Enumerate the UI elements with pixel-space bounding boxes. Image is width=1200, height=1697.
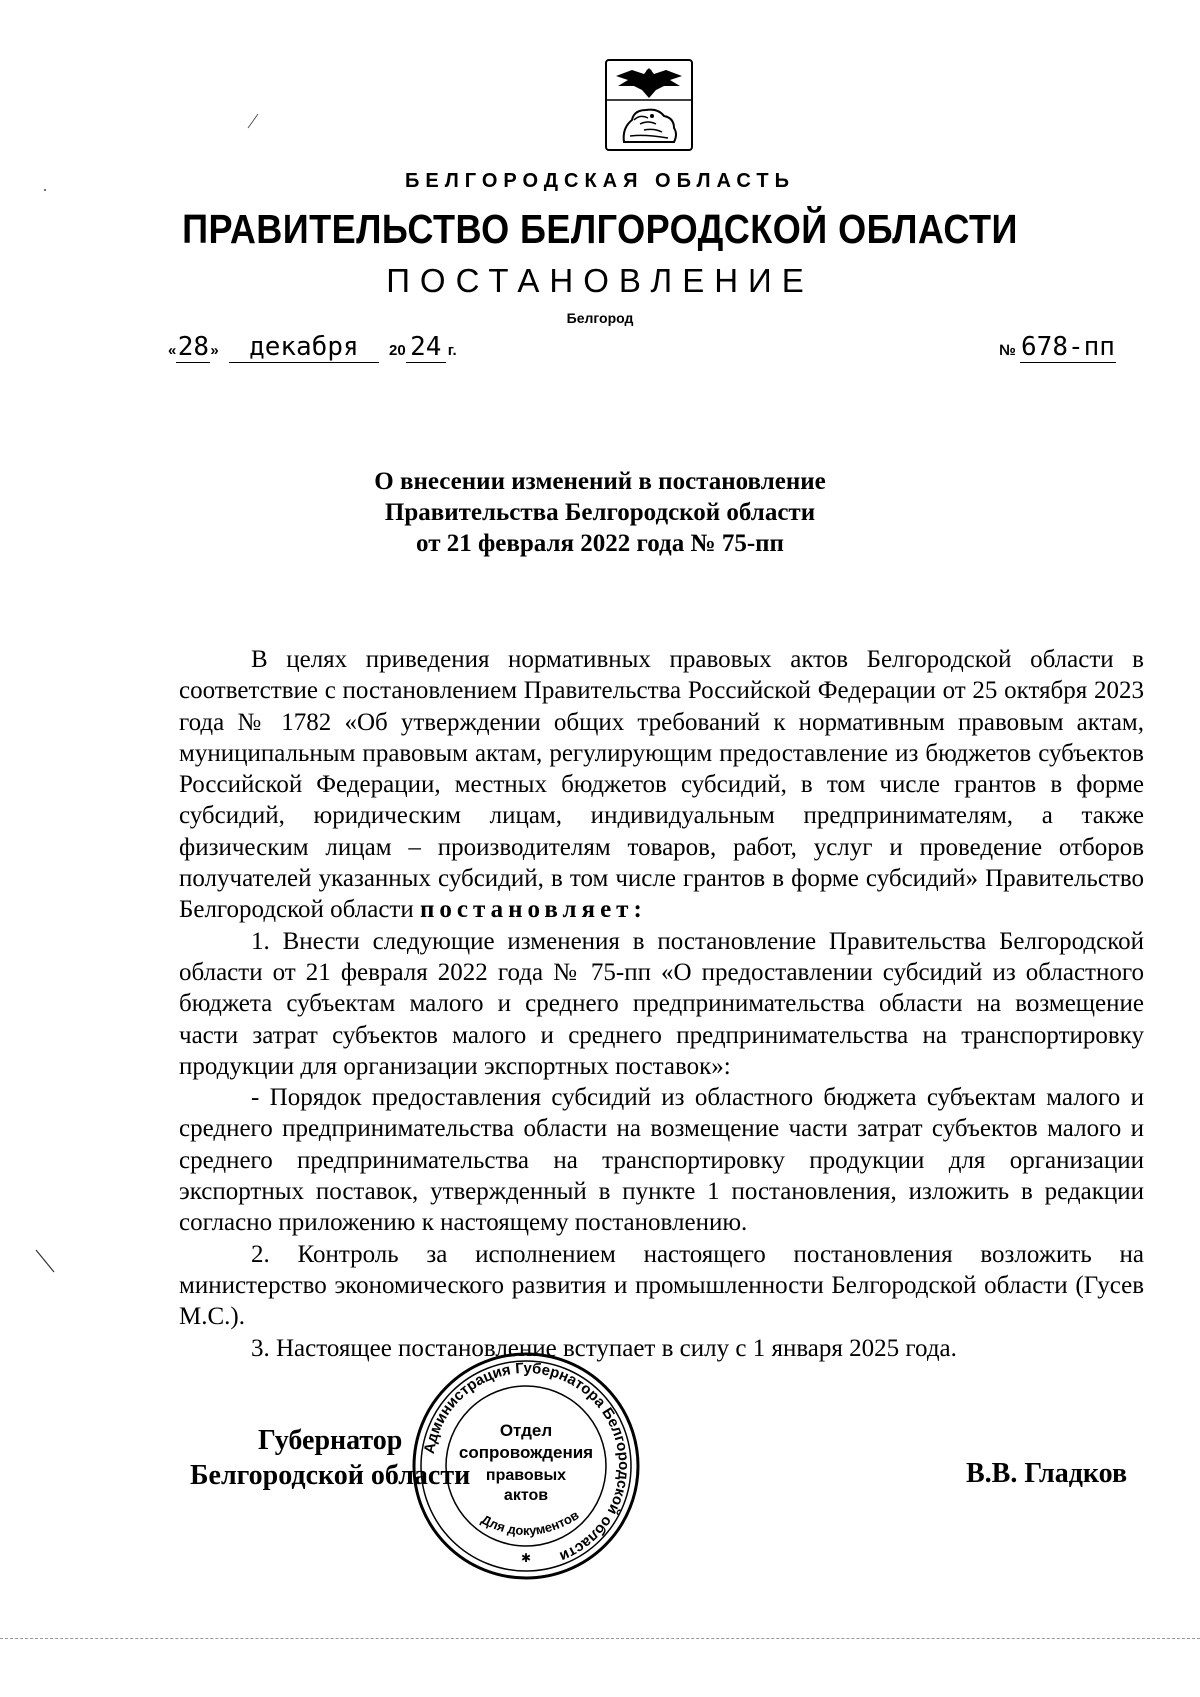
government-heading: ПРАВИТЕЛЬСТВО БЕЛГОРОДСКОЙ ОБЛАСТИ [182, 206, 1018, 252]
stamp-center-line-4: актов [503, 1487, 549, 1504]
stamp-center-line-2: сопровождения [458, 1443, 594, 1462]
svg-text:Для документов [479, 1507, 581, 1538]
stamp-bottom-text: Для документов [478, 1507, 582, 1539]
date-month: декабря [229, 332, 379, 363]
date-day: 28 [177, 332, 209, 362]
stamp-ring-text: Администрация Губернатора Белгородской области [420, 1359, 633, 1566]
title-line-3: от 21 февраля 2022 года № 75-пп [416, 530, 784, 557]
scan-mark-top [248, 114, 258, 128]
preamble-paragraph [179, 644, 1144, 926]
document-body [179, 644, 1144, 1364]
city-label: Белгород [566, 310, 634, 326]
decree-number [999, 332, 1116, 363]
open-quote: « [168, 342, 177, 359]
region-heading: БЕЛГОРОДСКАЯ ОБЛАСТЬ [405, 170, 795, 192]
title-line-1: О внесении изменений в постановление [374, 468, 826, 495]
official-stamp [410, 1350, 642, 1582]
decree-date [168, 332, 457, 363]
stamp-star-icon: ✱ [520, 1551, 532, 1565]
item-1: 1. Внести следующие изменения в постановление Правительства Белгородской области от 21 февраля 2022 года № 75-пп «О предоставлении субсидий из областного бюджета субъектам малого и среднего предпринимательства области на возмещение части затрат субъектов малого и среднего предпринимательства на транспортировку продукции для организации экспортных поставок»: [179, 927, 1144, 1080]
signer-name: В.В. Гладков [966, 1458, 1128, 1489]
signer-position-line-1: Губернатор [258, 1425, 403, 1456]
item-1-sub: - Порядок предоставления субсидий из областного бюджета субъектам малого и среднего предпринимательства области на возмещение части затрат субъектов малого и среднего предпринимательства на транспортировку продукции для организации экспортных поставок, утвержденный в пункте 1 постановления, изложить в редакции согласно приложению к настоящему постановлению. [179, 1084, 1144, 1237]
document-type-heading: ПОСТАНОВЛЕНИЕ [386, 262, 814, 299]
close-quote: » [210, 342, 219, 359]
date-year-mark: г. [447, 342, 457, 359]
number-label: № [999, 342, 1016, 359]
coat-of-arms-emblem [604, 58, 694, 153]
item-2: 2. Контроль за исполнением настоящего постановления возложить на министерство экономического развития и промышленности Белгородской области (Гусев М.С.). [179, 1240, 1144, 1331]
title-line-2: Правительства Белгородской области [384, 499, 816, 526]
scan-edge-line [0, 1638, 1200, 1639]
document-title [0, 466, 1200, 559]
number-value: 678-пп [1021, 332, 1115, 362]
stamp-center-line-3: правовых [485, 1467, 567, 1484]
stamp-center-line-1: Отдел [499, 1421, 553, 1440]
signer-position-line-2: Белгородской области [190, 1460, 471, 1491]
date-year-suffix: 24 [406, 332, 446, 363]
preamble-text: В целях приведения нормативных правовых актов Белгородской области в соответствие с постановлением Правительства Российской Федерации от 25 октября 2023 года № 1782 «Об утверждении общих требований к нормативным правовым актам, муниципальным правовым актам, регулирующим предоставление из бюджетов субъектов Российской Федерации, местных бюджетов субсидий, в том числе грантов в форме субсидий, юридическим лицам, индивидуальным предпринимателям, а также физическим лицам – производителям товаров, работ, услуг и проведение отборов получателей указанных субсидий, в том числе грантов в форме субсидий» Правительство Белгородской области [179, 646, 1144, 924]
resolves-word: постановляет: [419, 896, 647, 924]
scan-mark-left [36, 1250, 54, 1272]
date-year-prefix: 20 [389, 342, 406, 359]
item-3: 3. Настоящее постановление вступает в силу с 1 января 2025 года. [251, 1334, 957, 1362]
